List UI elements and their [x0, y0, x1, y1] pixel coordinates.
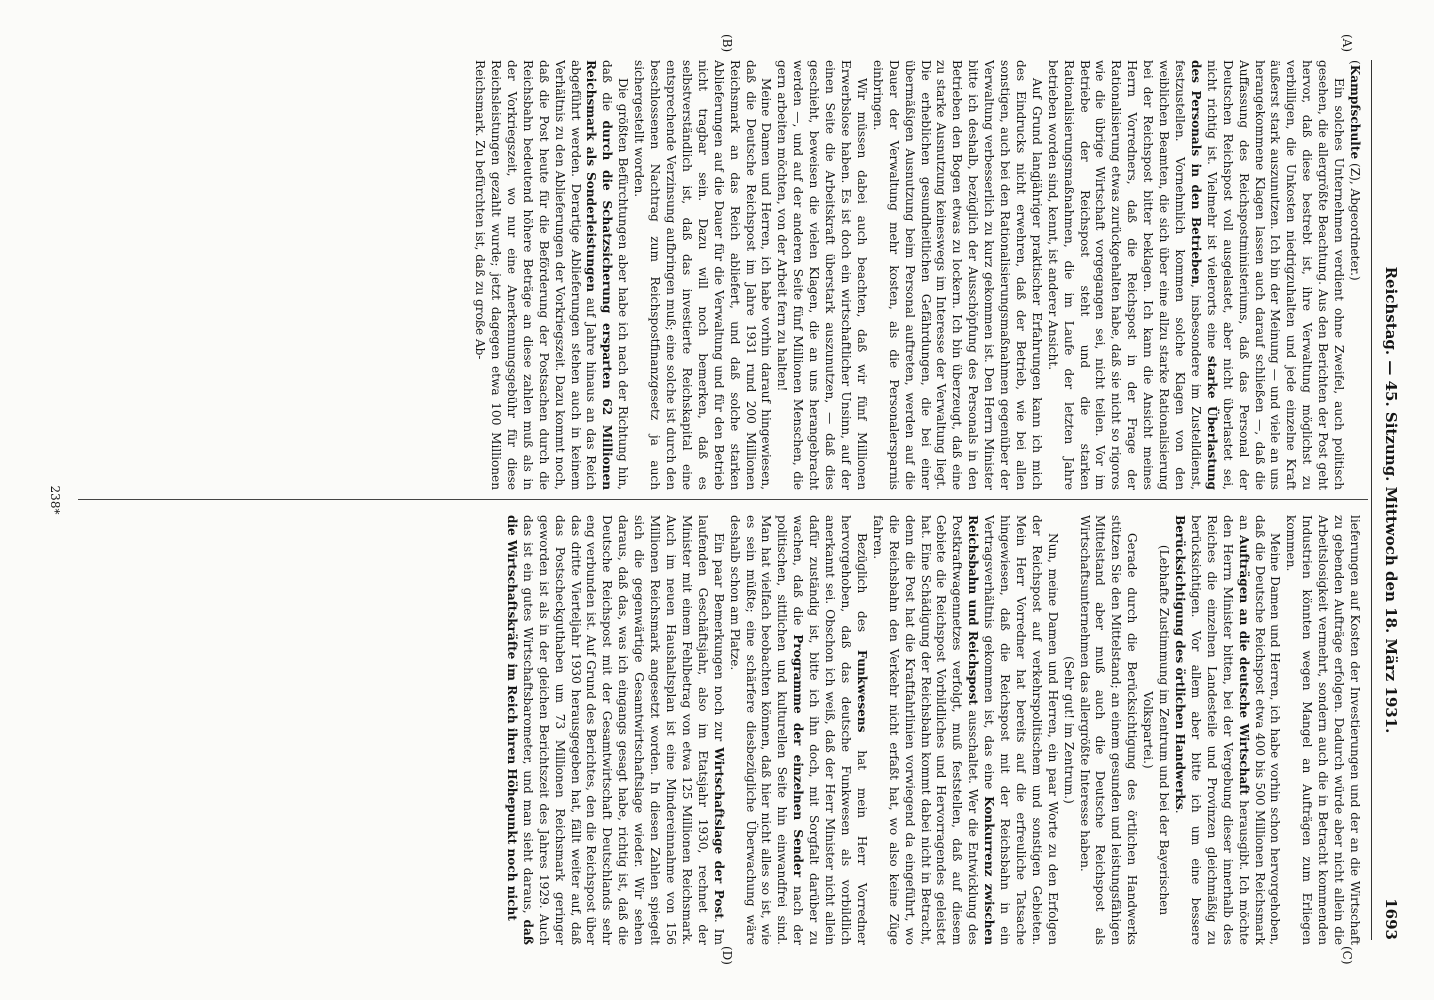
paragraph: [1044, 60, 1346, 490]
column-divider: [78, 499, 1368, 500]
emphasis: Berücksichtigung des örtlichen Handwerks: [1173, 515, 1188, 810]
paragraph: Gerade durch die Berücksichtigung des örtlichen Handwerks stützen Sie den Mittelstand; an einem gesunden und leistungsfähigen Mittelstand aber muß auch die Deutsche Reichspost als Wirtschaftsunternehmen das allergrößte Interesse haben.: [1077, 515, 1140, 945]
paragraph: Meine Damen und Herren, ich habe vorhin darauf hingewiesen, daß die Deutsche Reichspost im Jahre 1931 rund 200 Millionen Reichsmark an das Reich abliefert, und daß solche starken Ablieferungen auf die Dauer für die Verwaltung und für den Betrieb nicht tragbar sein. Dazu will noch bemerken, daß es selbstverständlich ist, daß das investierte Reichskapital eine entsprechende Verzinsung aufbringen muß; eine solche ist durch den beschlossenen Nachtrag zum Reichspostfinanzgesetz ja auch sichergestellt worden.: [632, 60, 774, 490]
text-run: Ein paar Bemerkungen noch zur: [711, 533, 726, 748]
emphasis: Wirtschaftslage der Post: [711, 747, 726, 919]
signature-mark: 238*: [48, 485, 62, 515]
text-run: Die größten Befürchtungen aber habe ich nach der Richtung hin, daß die: [600, 60, 631, 490]
speaker-line: (Kampfschulte (Z), Abgeordneter.): [1348, 60, 1362, 281]
text-run: Ein solches Unternehmen verdient ohne Zweifel, auch politisch gesehen, die allergrößte Beachtung. Aus den Berichten der Post geht hervor, daß diese bestrebt ist, ihre Verwaltung möglichst zu verbilligen, die Unkosten niedrigzuhalten und jede einzelne Kraft äußerst stark auszunutzen. Ich bin der Meinung — und viele an uns herangekommene Klagen lassen auch darauf schließen —, daß die Auffassung des Reichspostministeriums, daß das Personal der Deutschen Reichspost voll ausgelastet, aber nicht überlastet sei, nicht richtig ist. Vielmehr ist vielerorts eine: [1204, 60, 1347, 490]
margin-mark-a: (A): [1340, 34, 1354, 53]
text-run: Bezüglich des: [854, 533, 869, 650]
margin-mark-d: (D): [720, 946, 734, 965]
interjection: (Lebhafte Zustimmung im Zentrum und bei der Bayerischen Volkspartei.): [1141, 544, 1172, 916]
paragraph: [471, 60, 630, 490]
header-title: Reichstag. — 45. Sitzung. Mittwoch den 18. März 1931.: [1382, 266, 1400, 734]
paragraph: Wir müssen dabei auch beachten, daß wir fünf Millionen Erwerbslose haben. Es ist doch ein wirtschaftlicher Unsinn, auf der einen Seite die Arbeitskraft überstark auszunutzen, — daß dies geschieht, beweisen die vielen Klagen, die an uns herangebracht werden —, und auf der anderen Seite fünf Millionen Menschen, die gern arbeiten möchten, von der Arbeit fern zu halten!: [775, 60, 869, 490]
text-run: . Im laufenden Geschäftsjahr, also im Etatsjahr 1930, rechnet der Minister mit einem Fehlbetrag von etwa 125 Millionen Reichsmark. Auch im neuen Haushaltsplan ist eine Mindereinnahme von 156 Millionen Reichsmark angesetzt worden. In diesen Zahlen spiegelt sich die gegenwärtige Gesamtwirtschaftslage wieder. Wir sehen daraus, daß das, was ich eingangs gesagt habe, richtig ist, daß die Deutsche Reichspost mit der Gesamtwirtschaft Deutschlands sehr eng verbunden ist. Auf Grund des Berichtes, den die Reichspost über das dritte Vierteljahr 1930 herausgegeben hat, fällt weiter auf, daß das Postscheckguthaben um 73 Millionen Reichsmark geringer geworden ist als in der gleichen Berichtszeit des Jahres 1929. Auch das ist ein gutes Wirtschaftsbarometer, und man sieht daraus,: [520, 515, 726, 945]
interjection: (Sehr gut! im Zentrum.): [1061, 656, 1076, 804]
margin-mark-c: (C): [1340, 946, 1354, 965]
emphasis: starke Überlastung des Personals in den Betrieben: [1188, 60, 1219, 490]
emphasis: durch die Schatzsicherung ersparten 62 Millionen Reichsmark als Sonderleistungen: [584, 60, 615, 490]
paragraph: [1171, 515, 1282, 945]
header-rule: [1371, 60, 1372, 940]
text-run: hat mein Herr Vorredner hervorgehoben, daß das deutsche Funkwesen als vorbildlich anerkannt sei. Obschon ich weiß, daß der Herr Minister nicht allein dafür zuständig ist, bitte ich ihn doch, mit Sorgfalt darüber zu wachen, daß die: [791, 515, 869, 945]
running-header: [1376, 60, 1400, 940]
paragraph: [726, 515, 869, 945]
text-run: ausschaltet. Wer die Entwicklung des Postkraftwagennetzes verfolgt, muß feststellen, daß auf diesem Gebiete die Reichspost Vorbildliches und Hervorragendes geleistet hat. Eine Schädigung der Reichsbahn kommt dabei nicht in Betracht, denn die Post hat die Kraftfahrlinien vorwiegend da eingeführt, wo die Reichsbahn den Verkehr nicht erfaßt hat, wo also keine Züge fahren.: [870, 515, 981, 945]
text-run: , insbesondere im Zustelldienst, festzustellen. Vornehmlich kommen solche Klagen von den weiblichen Beamten, die sich über eine allzu starke Rationalisierung bei der Reichspost bitter beklagen. Ich kann die Ansicht meines Herrn Vorredners, daß die Reichspost in der Frage der Rationalisierung etwas zurückgehalten habe, daß sie nicht so rigoros wie die übrige Wirtschaft vorgegangen sei, nicht teilen. Vor im Betriebe der Reichspost steht und die starken Rationalisierungsmaßnahmen, die im Laufe der letzten Jahre betrieben worden sind, kennt, ist anderer Ansicht.: [1045, 60, 1203, 490]
speaker-name: Kampfschulte: [1348, 64, 1362, 160]
emphasis: Funkwesens: [854, 649, 869, 733]
emphasis: Konkurrenz zwischen Reichsbahn und Reichspost: [966, 515, 997, 945]
page-number: 1693: [1382, 898, 1400, 940]
paragraph: lieferungen auf Kosten der Investierungen und der an die Wirtschaft zu gebenden Aufträge erfolgen. Dadurch würde aber nicht allein die Arbeitslosigkeit vermehrt, sondern auch die in Betracht kommenden Industrien könnten wegen Mangel an Aufträgen zum Erliegen kommen.: [1284, 515, 1362, 945]
paragraph: Auf Grund langjähriger praktischer Erfahrungen kann ich mich des Eindrucks nicht erwehren, daß der Betrieb, wie bei allen sonstigen, auch bei den Rationalisierungsmaßnahmen gegenüber der Verwaltung verbesserlich zu kurz gekommen ist. Den Herrn Minister bitte ich deshalb, bezüglich der Ausschöpfung des Personals in den Betrieben den Bogen etwas zu lockern. Ich bin überzeugt, daß eine zu starke Ausnutzung keineswegs im Interesse der Verwaltung liegt. Die erheblichen gesundheitlichen Gefährdungen, die bei einer übermäßigen Ausnutzung beim Personal auftreten, werden auf die Dauer der Verwaltung mehr kosten, als die Personalersparnis einbringen.: [870, 60, 1044, 490]
text-run: Meine Damen und Herren, ich habe vorhin schon hervorgehoben, daß die Deutsche Reichspost etwa 400 bis 500 Millionen Reichsmark an: [1236, 515, 1283, 945]
margin-mark-b: (B): [720, 34, 734, 53]
emphasis: daß die Wirtschaftskräfte im Reich ihren Höhepunkt noch nicht: [504, 515, 535, 945]
emphasis: Programme der einzelnen Sender: [791, 634, 806, 878]
paragraph: [869, 515, 1060, 945]
emphasis: Aufträgen an die deutsche Wirtschaft: [1236, 535, 1251, 796]
paragraph: [503, 515, 726, 945]
text-column-left: [72, 60, 1362, 490]
text-column-right: [72, 515, 1362, 945]
text-run: nach der politischen, sittlichen und kulturellen Seite hin einwandfrei sind. Man hat vielfach beobachten können, daß hier nicht alles so ist, wie es sein müßte; eine schärfere diesbezügliche Überwachung wäre deshalb schon am Platze.: [727, 515, 806, 945]
text-run: .: [1173, 809, 1188, 814]
speaker-role: (Z), Abgeordneter.): [1348, 159, 1362, 281]
text-run: Nun, meine Damen und Herren, ein paar Worte zu den Erfolgen der Reichspost auf verkehrspolitischem und sonstigen Gebieten. Mein Herr Vorredner hat bereits auf die erfreuliche Tatsache hingewiesen, daß die Reichspost mit der Reichsbahn in ein Vertragsverhältnis gekommen ist, das eine: [982, 515, 1060, 945]
text-run: auf Jahre hinaus an das Reich abgeführt werden. Derartige Ablieferungen stehen auch in keinem Verhältnis zu den Ablieferungen der Vorkriegszeit. Dazu kommt noch, daß die Post heute für die Beförderung der Postsachen durch die Reichsbahn bedeutend höhere Beträge an diese zahlen muß als in der Vorkriegszeit, wo nur eine Anerkennungsgebühr für diese Reichsleistungen gezahlt wurde; jetzt dagegen etwa 100 Millionen Reichsmark. Zu befürchten ist, daß zu große Ab-: [473, 60, 599, 490]
text-run: herausgibt. Ich möchte den Herrn Minister bitten, bei der Vergebung dieser innerhalb des Reiches die einzelnen Landesteile und Provinzen gleichmäßig zu berücksichtigen. Vor allem aber bitte ich um eine bessere: [1188, 515, 1251, 945]
